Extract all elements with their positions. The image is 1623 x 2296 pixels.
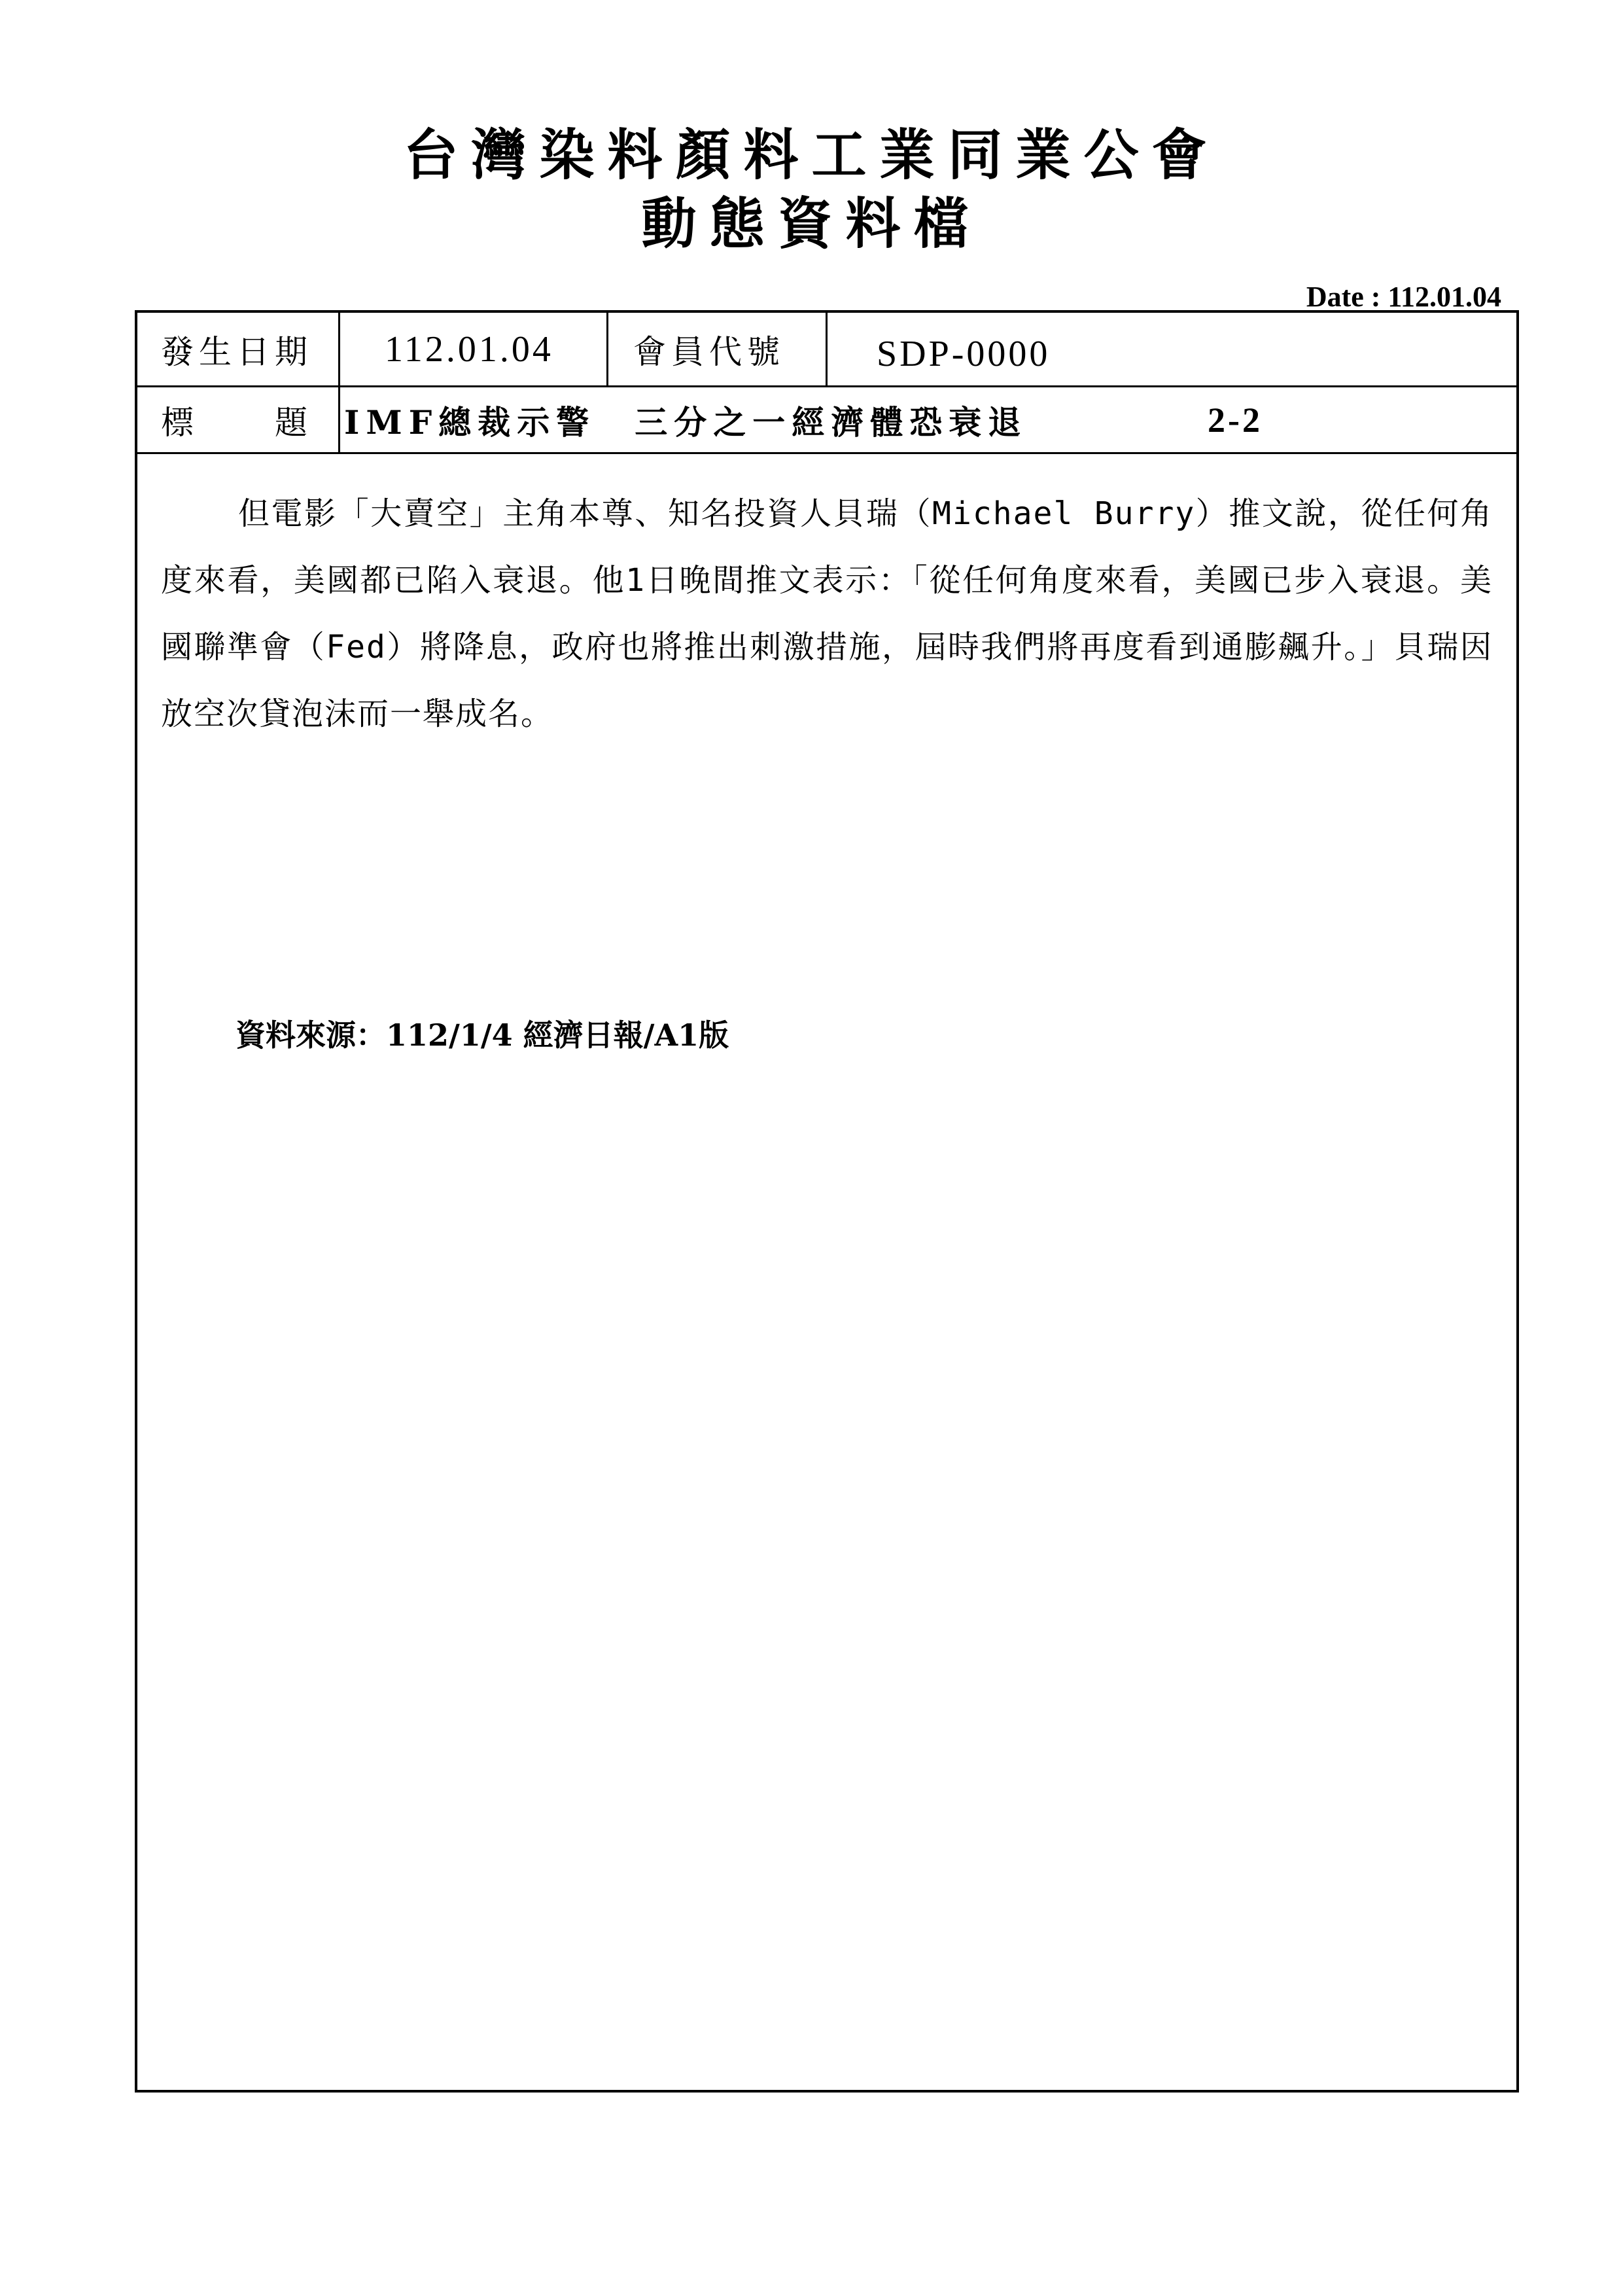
organization-title: 台灣染料顏料工業同業公會 bbox=[403, 122, 1220, 187]
occur-date-value: 112.01.04 bbox=[385, 328, 553, 370]
record-frame bbox=[135, 310, 1519, 2093]
member-code-label: 會員代號 bbox=[633, 332, 785, 371]
page-number: 2-2 bbox=[1208, 400, 1263, 440]
divider bbox=[338, 313, 340, 385]
document-date: Date : 112.01.04 bbox=[1306, 281, 1501, 313]
divider bbox=[606, 313, 608, 385]
divider bbox=[338, 387, 340, 452]
source-citation: 資料來源：112/1/4 經濟日報/A1版 bbox=[236, 1017, 729, 1053]
info-row bbox=[137, 313, 1516, 387]
subject-headline: IMF總裁示警 三分之一經濟體恐衰退 bbox=[344, 402, 1028, 442]
occur-date-label: 發生日期 bbox=[161, 332, 313, 371]
divider bbox=[826, 313, 828, 385]
member-code-value: SDP-0000 bbox=[877, 333, 1051, 374]
subject-label: 標 題 bbox=[161, 403, 313, 442]
document-title: 動態資料檔 bbox=[641, 191, 982, 256]
subject-row bbox=[137, 387, 1516, 454]
article-body: 但電影「大賣空」主角本尊、知名投資人貝瑞（Michael Burry）推文說，從任何角度來看，美國都已陷入衰退。他1日晚間推文表示：「從任何角度來看，美國已步入衰退。美國聯準會（Fed）將降息，政府也將推出刺激措施，屆時我們將再度看到通膨飆升。」貝瑞因放空次貸泡沫而一舉成名。 bbox=[161, 495, 1493, 732]
